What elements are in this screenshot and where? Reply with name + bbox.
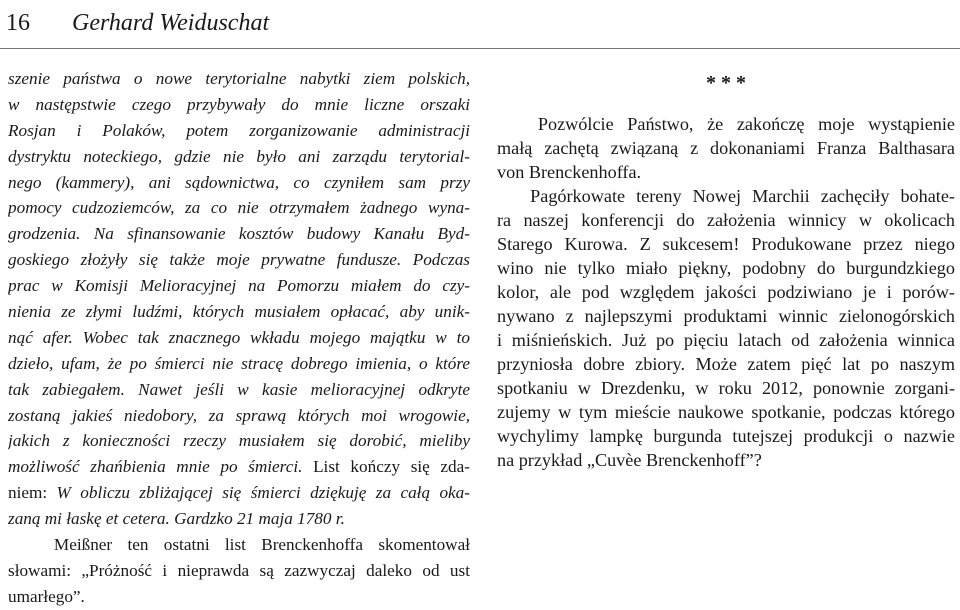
text-line: [8, 454, 470, 480]
text-line: [8, 558, 470, 584]
separator-spacer: [497, 100, 955, 112]
text-span: kolor, ale pod względem jakości podziwiano je i porów-: [497, 282, 955, 302]
page-number: 16: [6, 10, 30, 36]
text-line: [497, 280, 955, 304]
text-line: [8, 170, 470, 196]
text-span: ra naszej konferencji do założenia winnicy w okolicach: [497, 210, 955, 230]
text-line: [497, 256, 955, 280]
text-line: [497, 232, 955, 256]
text-line: [497, 328, 955, 352]
text-line: [8, 118, 470, 144]
text-line: [8, 92, 470, 118]
text-span: w następstwie czego przybywały do mnie liczne orszaki: [8, 94, 470, 114]
text-span: na przykład „Cuvèe Brenckenhoff”?: [497, 450, 762, 470]
text-line: [8, 480, 470, 506]
text-span: List kończy się zda-: [313, 457, 470, 477]
running-head-author: Gerhard Weiduschat: [72, 10, 270, 36]
right-paragraphs: [497, 112, 955, 472]
text-span: zostaną jakieś niedobory, za sprawą których moi wrogowie,: [8, 405, 470, 425]
text-line: [8, 221, 470, 247]
text-span: niem:: [8, 483, 57, 503]
text-span: grodzenia. Na sfinansowanie kosztów budowy Kanału Byd-: [8, 224, 470, 244]
text-line: [8, 532, 470, 558]
text-line: [8, 299, 470, 325]
running-header: [0, 6, 960, 40]
text-line: [8, 195, 470, 221]
text-span: spotkaniu w Drezdenku, w roku 2012, ponownie zorgani-: [497, 378, 955, 398]
text-line: [8, 584, 470, 610]
text-line: [8, 144, 470, 170]
text-line: [8, 273, 470, 299]
text-span: Pagórkowate tereny Nowej Marchii zachęciły bohate-: [497, 186, 955, 206]
text-span: nienia ze złymi ludźmi, których musiałem opłacać, aby unik-: [8, 302, 470, 322]
text-span: prac w Komisji Melioracyjnej na Pomorzu miałem do czy-: [8, 276, 470, 296]
text-line: [8, 377, 470, 403]
text-span: jakich z konieczności rzeczy musiałem się dorobić, mieliby: [8, 431, 470, 451]
text-span: i miśnieńskich. Już po pięciu latach od założenia winnica: [497, 330, 955, 350]
text-line: [8, 351, 470, 377]
text-line: [497, 160, 955, 184]
text-span: Meißner ten ostatni list Brenckenhoffa skomentował: [8, 535, 470, 555]
text-span: szenie państwa o nowe terytorialne nabytki ziem polskich,: [8, 69, 470, 88]
right-column: [497, 66, 955, 472]
text-line: [497, 424, 955, 448]
text-span: małą zachętą związaną z dokonaniami Franza Balthasara: [497, 138, 955, 158]
text-span: W obliczu zbliżającej się śmierci dziękuję za całą oka-: [56, 483, 470, 503]
section-separator: * * *: [706, 72, 746, 94]
text-span: słowami: „Próżność i nieprawda są zazwyczaj daleko od ust: [8, 560, 470, 580]
text-span: von Brenckenhoffa.: [497, 162, 642, 182]
text-line: [497, 136, 955, 160]
text-line: [497, 376, 955, 400]
text-line: [497, 448, 955, 472]
text-span: zujemy w tym mieście naukowe spotkanie, podczas którego: [497, 402, 955, 422]
text-line: [8, 325, 470, 351]
text-line: [497, 208, 955, 232]
text-span: umarłego”.: [8, 586, 85, 606]
left-column: [8, 66, 470, 610]
text-span: nąć afer. Wobec tak znacznego wkładu mojego majątku w to: [8, 327, 470, 347]
text-span: wino nie tylko miało piękny, podobny do burgundzkiego: [497, 258, 955, 278]
text-line: [497, 184, 955, 208]
text-span: wychylimy lampkę burgunda tutejszej produkcji o nazwie: [497, 426, 955, 446]
text-span: pomocy cudzoziemców, za co nie otrzymałem żadnego wyna-: [8, 198, 470, 218]
text-span: przyniosła dobre zbiory. Może zatem pięć lat po naszym: [497, 354, 955, 374]
text-line: [8, 247, 470, 273]
text-span: możliwość zhańbienia mnie po śmierci.: [8, 457, 314, 477]
text-line: [8, 506, 470, 532]
header-rule: [0, 48, 960, 49]
text-span: Rosjan i Polaków, potem zorganizowanie administracji: [8, 120, 470, 140]
text-span: tak zabiegałem. Nawet jeśli w kasie melioracyjnej odkryte: [8, 379, 470, 399]
text-line: [8, 428, 470, 454]
text-span: nywano z najlepszymi produktami winnic zielonogórskich: [497, 306, 955, 326]
text-span: Pozwólcie Państwo, że zakończę moje wystąpienie: [497, 114, 955, 134]
text-line: [497, 304, 955, 328]
text-line: [8, 403, 470, 429]
text-span: nego (kammery), ani sądownictwa, co czyniłem sam przy: [8, 172, 470, 192]
text-line: [497, 352, 955, 376]
text-span: Starego Kurowa. Z sukcesem! Produkowane przez niego: [497, 234, 955, 254]
text-span: goskiego złożyły się także moje prywatne fundusze. Podczas: [8, 250, 470, 270]
text-line: [8, 66, 470, 92]
text-span: zaną mi łaskę et cetera. Gardzko 21 maja 1780 r.: [8, 509, 345, 529]
text-span: dzieło, ufam, że po śmierci nie stracę dobrego imienia, o które: [8, 353, 470, 373]
text-line: [497, 400, 955, 424]
text-span: dystryktu noteckiego, gdzie nie było ani zarządu terytorial-: [8, 146, 470, 166]
text-line: [497, 112, 955, 136]
